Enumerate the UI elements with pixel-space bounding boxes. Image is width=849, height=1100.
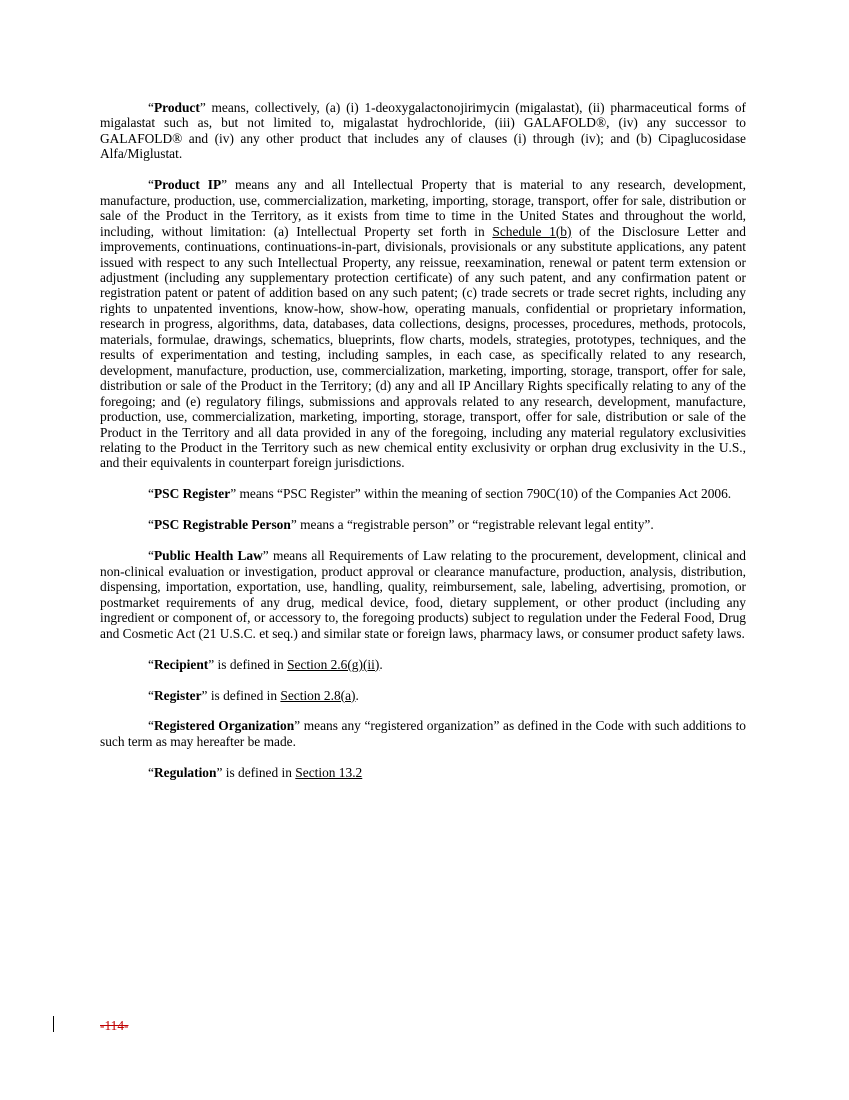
definition-register: [100, 688, 746, 703]
definition-text: ” is defined in: [201, 687, 281, 703]
definition-text-end: .: [379, 656, 383, 672]
defined-term: Public Health Law: [153, 548, 263, 564]
schedule-reference-link[interactable]: Schedule 1(b): [492, 223, 572, 239]
defined-term: Register: [153, 687, 202, 703]
page-number: -114-: [100, 1018, 129, 1033]
definition-text: ” means “PSC Register” within the meaning of section 790C(10) of the Companies Act 2006.: [230, 486, 732, 502]
definition-text: ” means a “registrable person” or “registrable relevant legal entity”.: [290, 517, 654, 533]
defined-term: Product IP: [153, 177, 222, 193]
section-reference-link[interactable]: Section 13.2: [295, 764, 363, 780]
open-quote: “: [148, 548, 154, 564]
definition-regulation: [100, 765, 746, 780]
definition-text: ” means any and all Intellectual Property that is material to any research, development, manufacture, production, use, commercialization, marketing, importing, storage, transport, offer for sale, distribution or sale of the Product in the Territory, as it exists from time to time in the United States and throughout the world, including, without limitation: (a) Intellectual Property set forth in: [100, 177, 746, 239]
defined-term: PSC Register: [153, 486, 231, 502]
section-reference-link[interactable]: Section 2.8(a): [280, 687, 356, 703]
defined-term: Registered Organization: [153, 718, 295, 734]
definition-text-end: .: [355, 687, 359, 703]
definition-text: ” is defined in: [216, 764, 296, 780]
definition-product: [100, 100, 746, 162]
definition-registered-organization: [100, 718, 746, 749]
document-body: [100, 100, 746, 796]
definition-text: ” means all Requirements of Law relating to the procurement, development, clinical and non-clinical evaluation or investigation, product approval or clearance manufacture, production, analysis, distribution, dispensing, importation, exportation, use, handling, quality, reimbursement, sale, labeling, advertising, promotion, or postmarket requirements of any drug, medical device, food, dietary supplement, or other product (including any ingredient or component of, or accessory to, the foregoing products) subject to regulation under the Federal Food, Drug and Cosmetic Act (21 U.S.C. et seq.) and similar state or foreign laws, pharmacy laws, or consumer product safety laws.: [100, 548, 746, 641]
open-quote: “: [148, 656, 154, 672]
open-quote: “: [148, 486, 154, 502]
definition-psc-register: [100, 486, 746, 501]
definition-public-health-law: [100, 548, 746, 641]
section-reference-link[interactable]: Section 2.6(g)(ii): [287, 656, 380, 672]
open-quote: “: [148, 100, 154, 115]
defined-term: Product: [153, 100, 200, 115]
defined-term: PSC Registrable Person: [153, 517, 291, 533]
revision-change-bar: [53, 1016, 54, 1032]
definition-product-ip: [100, 177, 746, 471]
open-quote: “: [148, 517, 154, 533]
definition-text-continued: of the Disclosure Letter and improvements, continuations, continuations-in-part, divisionals, provisionals or any substitute applications, any patent issued with respect to any such Intellectual Property, any reissue, reexamination, renewal or patent term extension or adjustment (including any supplementary protection certificate) of any such patent, and any confirmation patent or registration patent or patent of addition based on any such patent; (c) trade secrets or trade secret rights, including any rights to unpatented inventions, know-how, show-how, operating manuals, confidential or proprietary information, research in progress, algorithms, data, databases, data collections, designs, processes, procedures, methods, protocols, materials, formulae, drawings, schematics, blueprints, flow charts, models, strategies, prototypes, techniques, and the results of experimentation and testing, including samples, in each case, as specifically related to any research, development, manufacture, production, use, commercialization, marketing, importing, storage, transport, offer for sale, distribution or sale of the Product in the Territory; (d) any and all IP Ancillary Rights specifically relating to any of the foregoing; and (e) regulatory filings, submissions and approvals related to any research, development, manufacture, production, use, commercialization, marketing, importing, storage, transport, offer for sale, distribution or sale of the Product in the Territory and all data provided in any of the foregoing, including any material regulatory exclusivities relating to the Product in the Territory such as new chemical entity exclusivity or orphan drug exclusivity in the U.S., and their equivalents in counterpart foreign jurisdictions.: [100, 223, 746, 471]
definition-text: ” is defined in: [208, 656, 288, 672]
open-quote: “: [148, 177, 154, 193]
open-quote: “: [148, 718, 154, 734]
defined-term: Regulation: [153, 764, 217, 780]
open-quote: “: [148, 764, 154, 780]
definition-text: ” means any “registered organization” as defined in the Code with such additions to such term as may hereafter be made.: [100, 718, 746, 749]
open-quote: “: [148, 687, 154, 703]
definition-psc-registrable-person: [100, 517, 746, 532]
definition-text: ” means, collectively, (a) (i) 1-deoxygalactonojirimycin (migalastat), (ii) pharmaceutical forms of migalastat such as, but not limited to, migalastat hydrochloride, (iii) GALAFOLD®, (iv) any successor to GALAFOLD® and (iv) any other product that includes any of clauses (i) through (iv); and (b) Cipaglucosidase Alfa/Miglustat.: [100, 100, 746, 162]
definition-recipient: [100, 657, 746, 672]
defined-term: Recipient: [153, 656, 209, 672]
